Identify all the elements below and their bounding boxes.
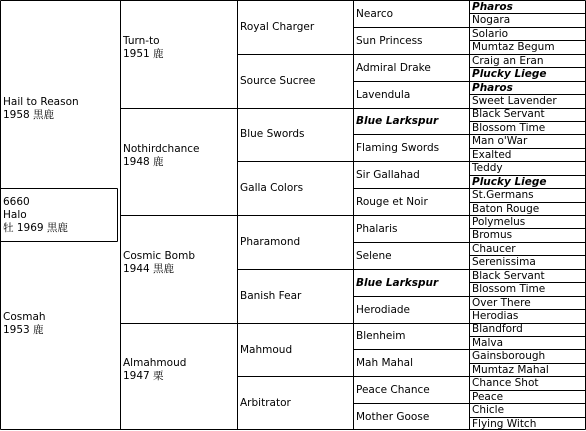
gen5-cell[interactable]: Craig an Eran bbox=[472, 55, 544, 67]
gen5-cell[interactable]: Baton Rouge bbox=[472, 203, 540, 215]
gen3-cell[interactable]: Blue Swords bbox=[240, 128, 305, 140]
gen2-name: Cosmic Bomb bbox=[123, 250, 196, 262]
gen5-cell[interactable]: Herodias bbox=[472, 310, 519, 322]
gen2-cell[interactable] bbox=[123, 250, 195, 276]
gen5-cell[interactable]: Chance Shot bbox=[472, 377, 539, 389]
gen4-cell[interactable]: Blue Larkspur bbox=[356, 115, 439, 127]
gen4-cell[interactable]: Herodiade bbox=[356, 304, 411, 316]
gen4-cell[interactable]: Mah Mahal bbox=[356, 357, 413, 369]
gen3-cell[interactable]: Mahmoud bbox=[240, 344, 293, 356]
gen5-cell[interactable]: St.Germans bbox=[472, 189, 534, 201]
gen5-cell[interactable]: Blossom Time bbox=[472, 122, 546, 134]
gen2-detail: 1948 鹿 bbox=[123, 156, 164, 168]
gen2-detail: 1947 栗 bbox=[123, 370, 164, 382]
gen4-cell[interactable]: Phalaris bbox=[356, 223, 398, 235]
gen3-cell[interactable]: Royal Charger bbox=[240, 21, 315, 33]
gen5-cell[interactable]: Pharos bbox=[472, 1, 513, 13]
subject-detail: 牡 1969 黒鹿 bbox=[3, 222, 68, 234]
subject-cell[interactable] bbox=[3, 196, 68, 235]
gen4-cell[interactable]: Peace Chance bbox=[356, 384, 430, 396]
gen5-cell[interactable]: Teddy bbox=[472, 162, 503, 174]
sire-cell[interactable] bbox=[3, 96, 79, 122]
gen4-cell[interactable]: Sun Princess bbox=[356, 35, 423, 47]
sire-detail: 1958 黒鹿 bbox=[3, 109, 55, 121]
gen5-cell[interactable]: Man o'War bbox=[472, 135, 528, 147]
gen5-cell[interactable]: Plucky Liege bbox=[472, 68, 547, 80]
gen5-cell[interactable]: Serenissima bbox=[472, 256, 536, 268]
gen3-cell[interactable]: Galla Colors bbox=[240, 182, 304, 194]
gen2-detail: 1951 鹿 bbox=[123, 48, 164, 60]
gen4-cell[interactable]: Selene bbox=[356, 250, 392, 262]
gen4-cell[interactable]: Blenheim bbox=[356, 330, 406, 342]
dam-name: Cosmah bbox=[3, 311, 46, 323]
gen2-cell[interactable] bbox=[123, 143, 200, 169]
gen5-cell[interactable]: Plucky Liege bbox=[472, 176, 547, 188]
gen4-cell[interactable]: Flaming Swords bbox=[356, 142, 440, 154]
gen2-name: Turn-to bbox=[123, 35, 160, 47]
gen5-cell[interactable]: Polymelus bbox=[472, 216, 526, 228]
subject-name: Halo bbox=[3, 209, 27, 221]
gen2-cell[interactable] bbox=[123, 357, 186, 383]
gen4-cell[interactable]: Blue Larkspur bbox=[356, 277, 439, 289]
gen4-cell[interactable]: Mother Goose bbox=[356, 411, 430, 423]
gen5-cell[interactable]: Gainsborough bbox=[472, 350, 546, 362]
gen5-cell[interactable]: Over There bbox=[472, 297, 531, 309]
gen5-cell[interactable]: Peace bbox=[472, 391, 504, 403]
gen5-cell[interactable]: Black Servant bbox=[472, 270, 545, 282]
gen5-cell[interactable]: Nogara bbox=[472, 14, 511, 26]
gen4-cell[interactable]: Rouge et Noir bbox=[356, 196, 428, 208]
gen5-cell[interactable]: Mumtaz Mahal bbox=[472, 364, 549, 376]
sire-name: Hail to Reason bbox=[3, 96, 79, 108]
gen5-cell[interactable]: Exalted bbox=[472, 149, 512, 161]
gen2-name: Almahmoud bbox=[123, 357, 187, 369]
gen5-cell[interactable]: Chaucer bbox=[472, 243, 516, 255]
gen3-cell[interactable]: Arbitrator bbox=[240, 397, 291, 409]
gen5-cell[interactable]: Chicle bbox=[472, 404, 505, 416]
gen5-cell[interactable]: Flying Witch bbox=[472, 418, 537, 430]
gen5-cell[interactable]: Blandford bbox=[472, 323, 523, 335]
gen5-cell[interactable]: Sweet Lavender bbox=[472, 95, 557, 107]
gen4-cell[interactable]: Lavendula bbox=[356, 89, 411, 101]
gen5-cell[interactable]: Blossom Time bbox=[472, 283, 546, 295]
gen4-cell[interactable]: Nearco bbox=[356, 8, 394, 20]
gen5-cell[interactable]: Solario bbox=[472, 28, 509, 40]
gen5-cell[interactable]: Pharos bbox=[472, 82, 513, 94]
gen2-detail: 1944 黒鹿 bbox=[123, 263, 175, 275]
gen3-cell[interactable]: Pharamond bbox=[240, 236, 301, 248]
gen2-cell[interactable] bbox=[123, 35, 164, 61]
gen4-cell[interactable]: Sir Gallahad bbox=[356, 169, 420, 181]
dam-cell[interactable] bbox=[3, 311, 46, 337]
gen3-cell[interactable]: Source Sucree bbox=[240, 75, 316, 87]
subject-id: 6660 bbox=[3, 196, 30, 208]
gen5-cell[interactable]: Mumtaz Begum bbox=[472, 41, 555, 53]
gen5-cell[interactable]: Bromus bbox=[472, 229, 513, 241]
gen2-name: Nothirdchance bbox=[123, 143, 200, 155]
gen3-cell[interactable]: Banish Fear bbox=[240, 290, 302, 302]
gen4-cell[interactable]: Admiral Drake bbox=[356, 62, 431, 74]
gen5-cell[interactable]: Black Servant bbox=[472, 108, 545, 120]
gen5-cell[interactable]: Malva bbox=[472, 337, 504, 349]
dam-detail: 1953 鹿 bbox=[3, 324, 44, 336]
